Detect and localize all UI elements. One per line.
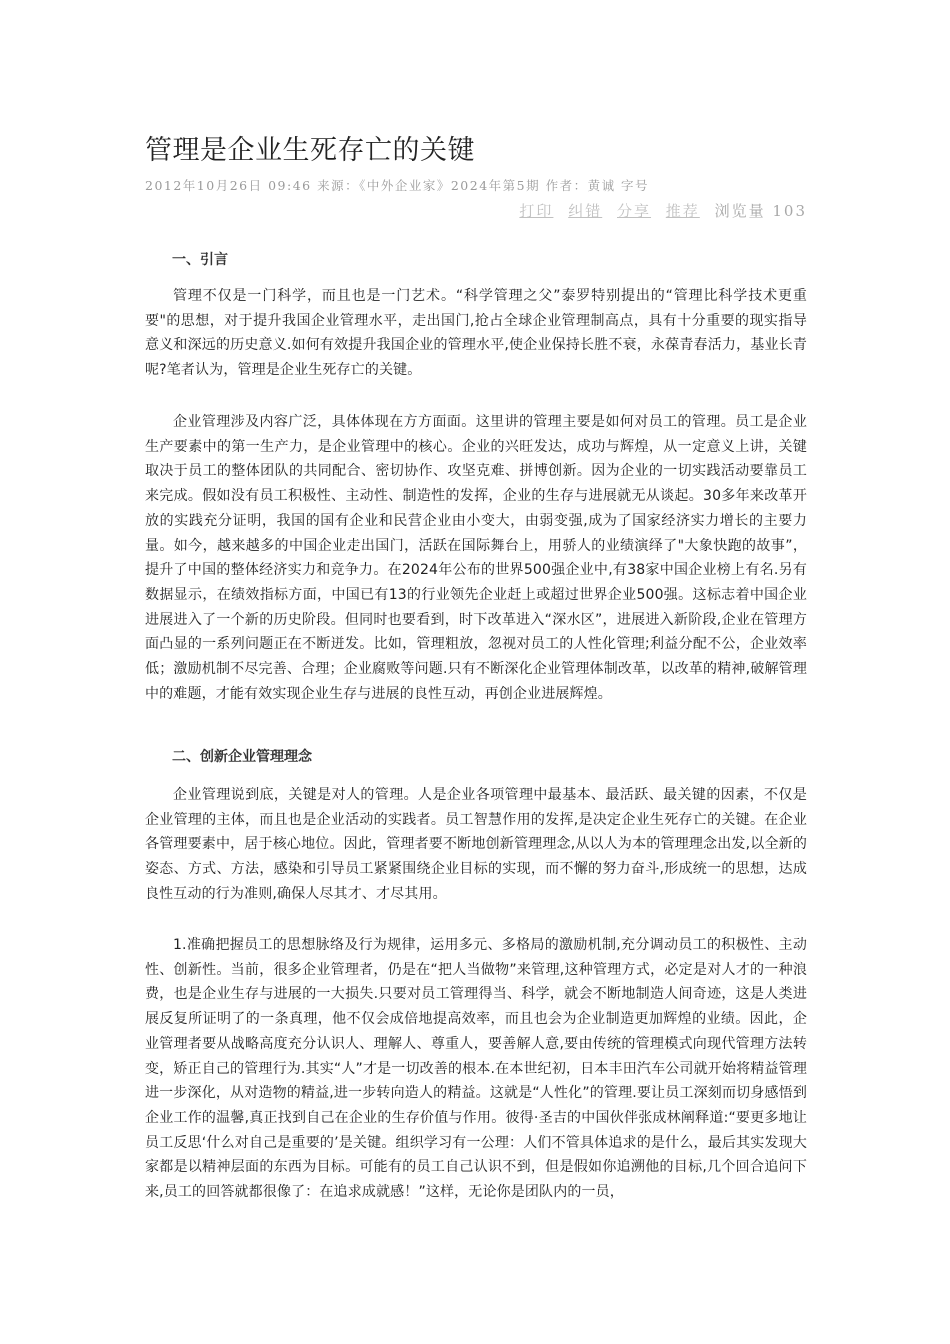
article-meta: 2012年10月26日 09:46 来源：《中外企业家》2024年第5期 作者：黄诚 字号 xyxy=(145,178,650,193)
article-title: 管理是企业生死存亡的关键 xyxy=(145,135,475,166)
paragraph-3: 企业管理说到底，关键是对人的管理。人是企业各项管理中最基本、最活跃、最关键的因素，不仅是企业管理的主体，而且也是企业活动的实践者。员工智慧作用的发挥,是决定企业生死存亡的关键。在企业各管理要素中，居于核心地位。因此，管理者要不断地创新管理理念,从以人为本的管理理念出发,以全新的姿态、方式、方法，感染和引导员工紧紧围绕企业目标的实现，而不懈的努力奋斗,形成统一的思想，达成良性互动的行为准则,确保人尽其才、才尽其用。 xyxy=(145,787,807,902)
paragraph-1: 管理不仅是一门科学，而且也是一门艺术。“科学管理之父”泰罗特别提出的“管理比科学技术更重要"的思想，对于提升我国企业管理水平，走出国门,抢占全球企业管理制高点，具有十分重要的现实指导意义和深远的历史意义.如何有效提升我国企业的管理水平,使企业保持长胜不衰，永葆青春活力，基业长青呢?笔者认为，管理是企业生死存亡的关键。 xyxy=(145,288,807,379)
report-error-link[interactable]: 纠错 xyxy=(568,202,603,220)
article-actions xyxy=(519,200,807,222)
paragraph-4: 1.准确把握员工的思想脉络及行为规律，运用多元、多格局的激励机制,充分调动员工的积极性、主动性、创新性。当前，很多企业管理者，仍是在“把人当做物”来管理,这种管理方式，必定是对人才的一种浪费，也是企业生存与进展的一大损失.只要对员工管理得当、科学，就会不断地制造人间奇迹，这是人类进展反复所证明了的一条真理，他不仅会成倍地提高效率，而且也会为企业制造更加辉煌的业绩。因此，企业管理者要从战略高度充分认识人、理解人、尊重人，要善解人意,要由传统的管理模式向现代管理方法转变，矫正自己的管理行为.其实“人”才是一切改善的根本.在本世纪初，日本丰田汽车公司就开始将精益管理进一步深化，从对造物的精益,进一步转向造人的精益。这就是“人性化”的管理.要让员工深刻而切身感悟到企业工作的温馨,真正找到自己在企业的生存价值与作用。彼得·圣吉的中国伙伴张成林阐释道:“要更多地让员工反思‘什么对自己是重要的’是关键。组织学习有一公理：人们不管具体追求的是什么，最后其实发现大家都是以精神层面的东西为目标。可能有的员工自己认识不到，但是假如你追溯他的目标,几个回合追问下来,员工的回答就都很像了：在追求成就感！”这样，无论你是团队内的一员， xyxy=(145,937,807,1201)
recommend-link[interactable]: 推荐 xyxy=(665,202,700,220)
section-heading-introduction: 一、引言 xyxy=(172,252,228,268)
section-heading-innovation: 二、创新企业管理理念 xyxy=(172,749,312,765)
print-link[interactable]: 打印 xyxy=(519,202,554,220)
share-link[interactable]: 分享 xyxy=(617,202,652,220)
view-count: 浏览量 103 xyxy=(714,202,807,220)
paragraph-2: 企业管理涉及内容广泛，具体体现在方方面面。这里讲的管理主要是如何对员工的管理。员工是企业生产要素中的第一生产力，是企业管理中的核心。企业的兴旺发达，成功与辉煌，从一定意义上讲，关键取决于员工的整体团队的共同配合、密切协作、攻坚克难、拼博创新。因为企业的一切实践活动要靠员工来完成。假如没有员工积极性、主动性、制造性的发挥，企业的生存与进展就无从谈起。30多年来改革开放的实践充分证明，我国的国有企业和民营企业由小变大，由弱变强,成为了国家经济实力增长的主要力量。如今，越来越多的中国企业走出国门，活跃在国际舞台上，用骄人的业绩演绎了"大象快跑的故事”，提升了中国的整体经济实力和竞争力。在2024年公布的世界500强企业中,有38家中国企业榜上有名.另有数据显示，在绩效指标方面，中国已有13的行业领先企业赶上或超过世界企业500强。这标志着中国企业进展进入了一个新的历史阶段。但同时也要看到，时下改革进入“深水区”，进展进入新阶段,企业在管理方面凸显的一系列问题正在不断迸发。比如，管理粗放，忽视对员工的人性化管理;利益分配不公，企业效率低；激励机制不尽完善、合理；企业腐败等问题.只有不断深化企业管理体制改革，以改革的精神,破解管理中的难题，才能有效实现企业生存与进展的良性互动，再创企业进展辉煌。 xyxy=(145,414,807,702)
